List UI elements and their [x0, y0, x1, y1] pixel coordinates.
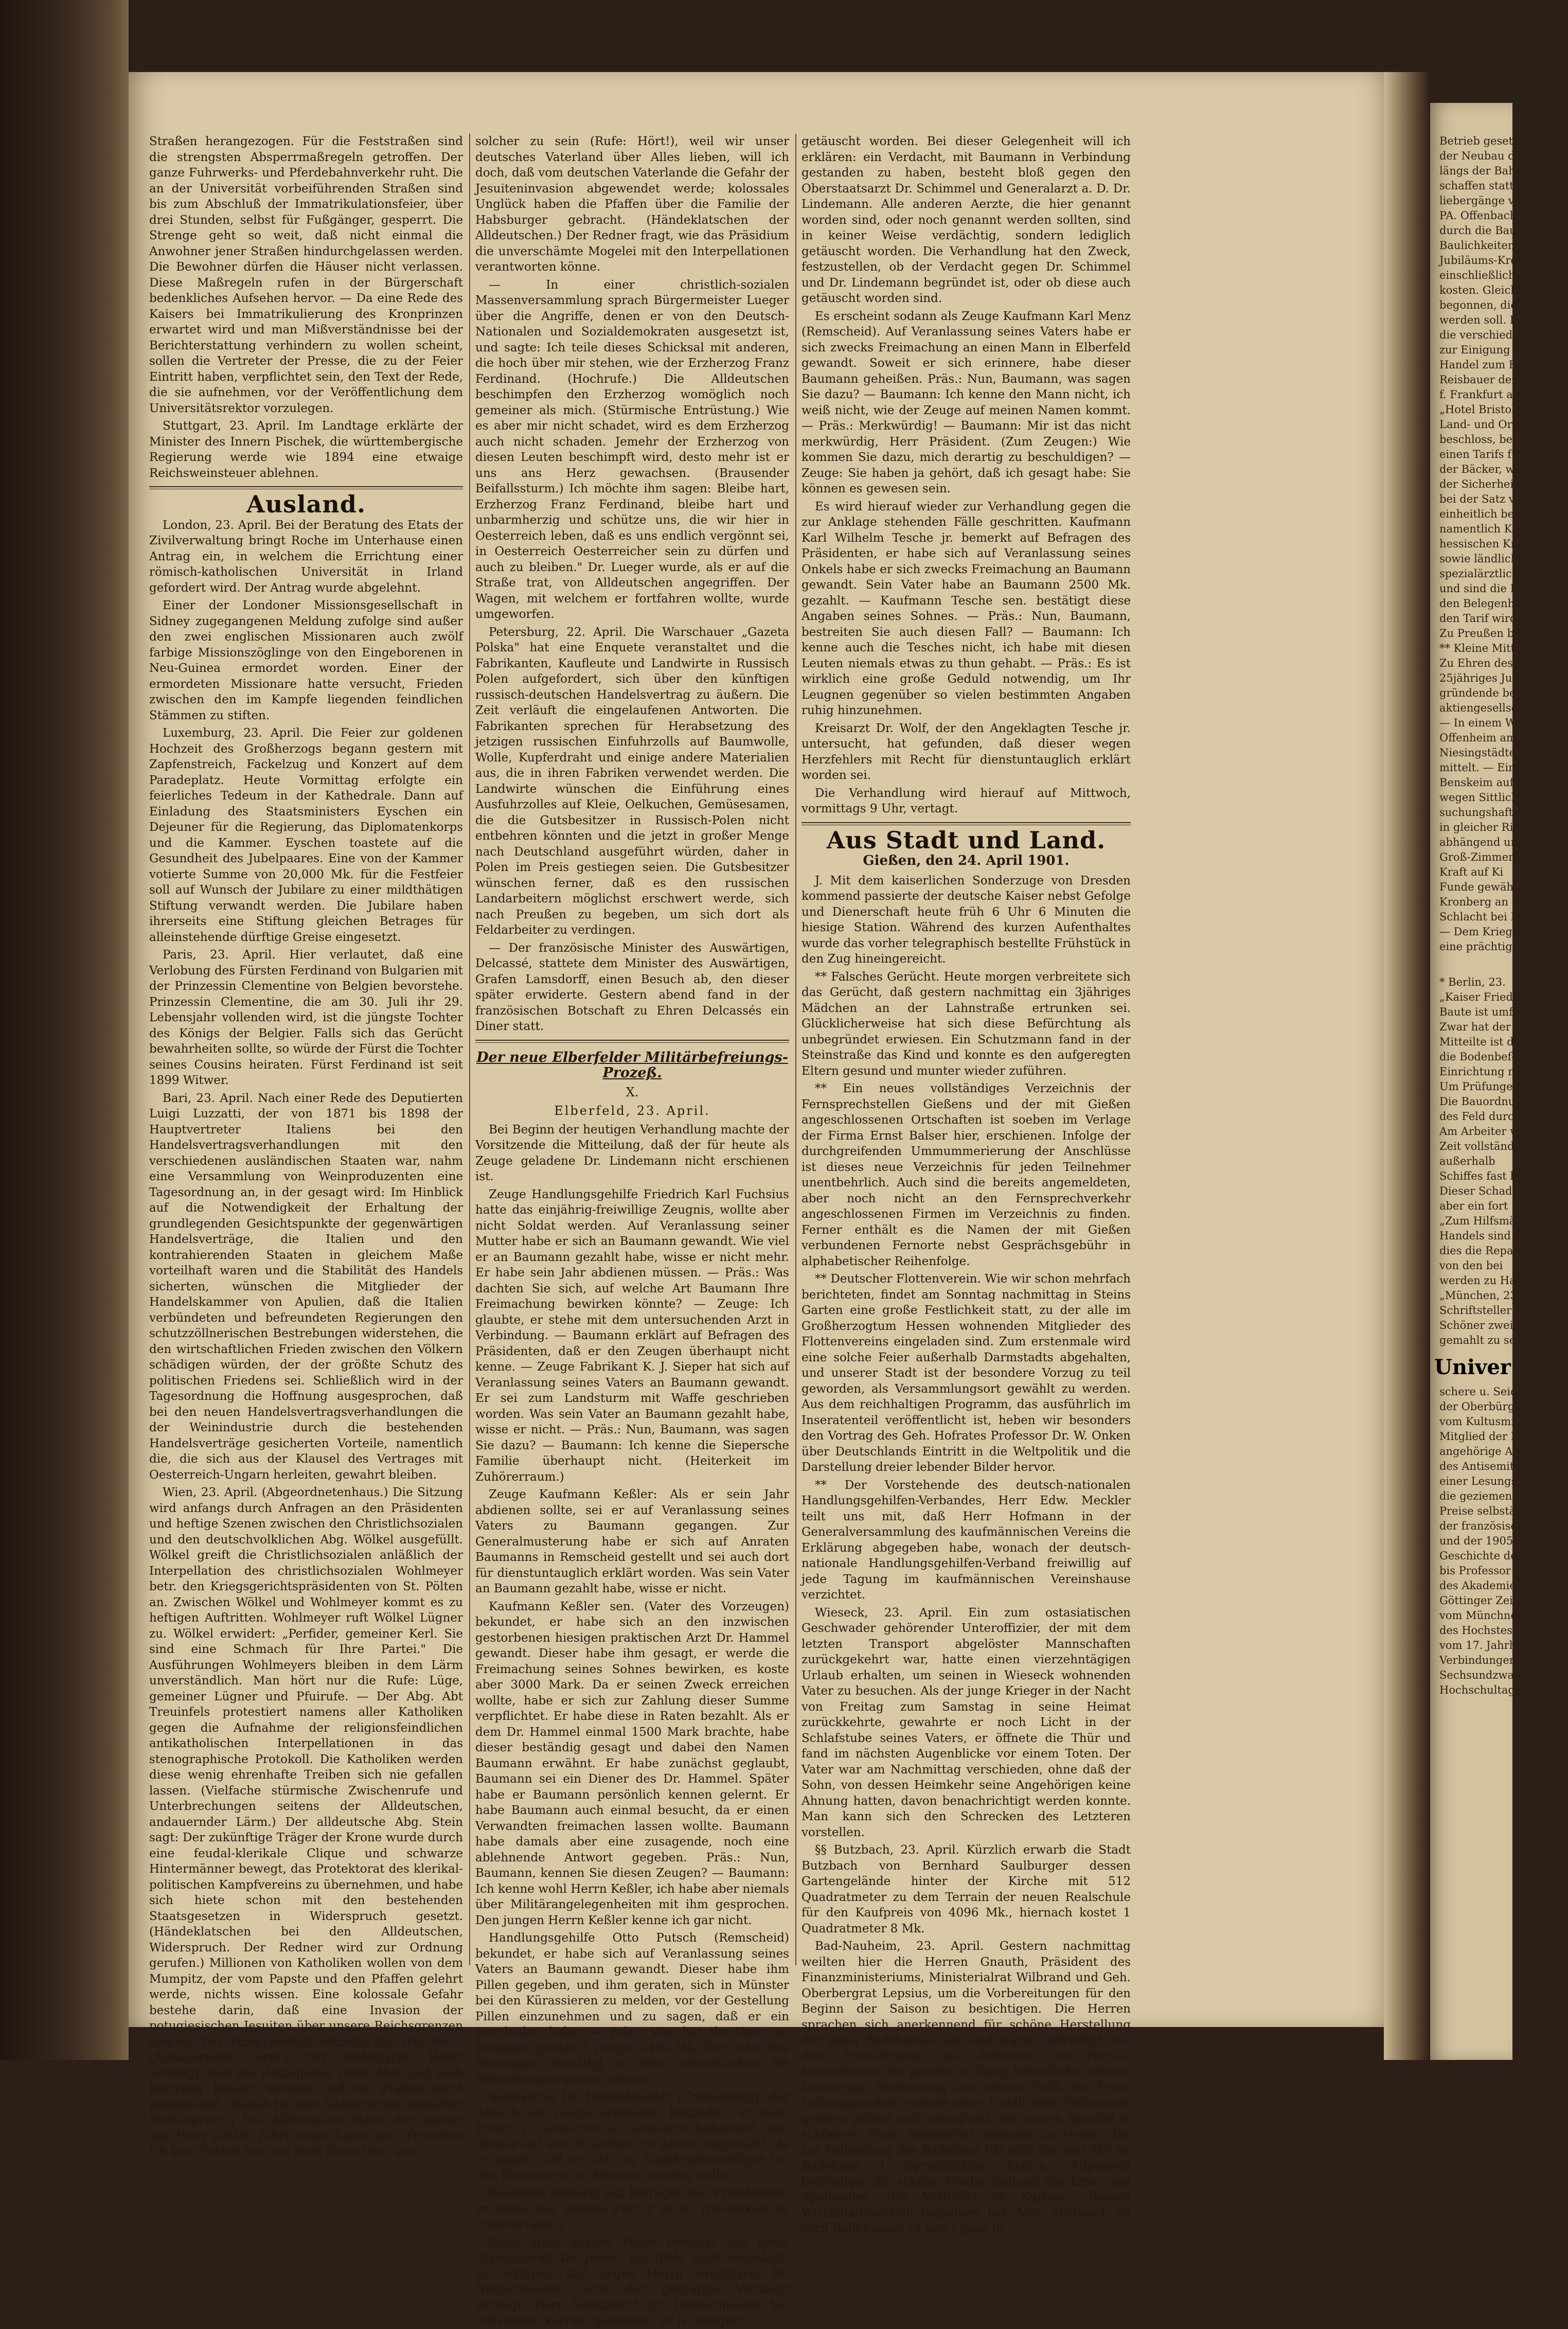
paragraph: §§ Butzbach, 23. April. Kürzlich erwarb die Stadt Butzbach von Bernhard Saulburger dessen Gartengelände hinter der Kirche mit 512 Quadratmeter zu dem Terrain der neuen Realschule für den Kaufpreis von 4096 Mk., hiernach kostet 1 Quadratmeter 8 Mk. — [801, 1843, 1131, 1935]
text-line: vom Kultusminist — [1439, 1415, 1535, 1428]
paragraph: Kaufmann Keßler sen. (Vater des Vorzeugen) bekundet, er habe sich an den inzwischen gestorbenen hiesigen praktischen Arzt Dr. Hammel gewandt. Dieser habe ihm gesagt, er werde die Freimachung seines Sohnes bewirken, es koste aber 3000 Mark. Da er seinen Zweck erreichen wollte, habe er sich zur Zahlung dieser Summe verpflichtet. Er habe diese in Raten bezahlt. Als er dem Dr. Hammel einmal 1500 Mark brachte, habe dieser beständig gesagt und dabei den Namen Baumann erwähnt. Er habe zunächst geglaubt, Baumann sei ein Diener des Dr. Hammel. Später habe er Baumann persönlich kennen gelernt. Er habe Baumann auch einmal besucht, da er einen Verwandten freimachen lassen wollte. Baumann habe damals aber eine zusagende, noch eine ablehnende Antwort gegeben. Präs.: Nun, Baumann, kennen Sie diesen Zeugen? — Baumann: Ich kenne wohl Herrn Keßler, ich habe aber niemals über Militärangelegenheiten mit ihm gesprochen. Den jungen Herrn Keßler kenne ich gar nicht. — [475, 1599, 789, 1927]
text-line: und sind die Lohn — [1439, 582, 1538, 595]
text-line: werden soll. Das — [1439, 314, 1530, 326]
paragraph: solcher zu sein (Rufe: Hört!), weil wir unser deutsches Vaterland über Alles lieben, will ich doch, daß vom deutschen Vaterlande die Gefahr der Jesuiteninvasion abgewendet werde; kolossales Unglück haben die Pfaffen über die Familie der Habsburger gebracht. (Händeklatschen der Alldeutschen.) Der Redner fragt, wie das Präsidium die unverschämte Mogelei mit den Interpellationen verantworten könne. — [475, 135, 789, 274]
text-line: Einrichtung noch — [1439, 1065, 1535, 1078]
text-line: schere u. Seidel — [1439, 1385, 1527, 1398]
text-line: Reisbauer der Rüsf. — [1439, 374, 1548, 386]
text-line: Baulichkeiten für das — [1439, 239, 1557, 252]
text-line: Jubiläums-Kreistur — [1439, 254, 1543, 266]
paragraph: Baumann bemerkt auf Befragen des Präsidenten, er kenne die Familie Putsch nicht. (Heiterkeit im Zuhörerraum.) — [475, 2186, 789, 2231]
text-line: bei der Satz von — [1439, 493, 1528, 505]
paragraph: Wieseck, 23. April. Ein zum ostasiatischen Geschwader gehörender Unteroffizier, der mit dem letzten Transport abgelöster Mannschaften zurückgekehrt war, hatte einen vierzehntägigen Urlaub erhalten, um seinen in Wieseck wohnenden Vater zu besuchen. Als der junge Krieger in der Nacht von Freitag zum Samstag in seine Heimat zurückkehrte, gewahrte er noch Licht in der Schlafstube seines Vaters, er öffnete die Thür und fand im nächsten Augenblicke vor einem Toten. Der Vater war am Nachmittag verschieden, ohne daß der Sohn, von dessen Heimkehr seine Angehörigen keine Ahnung hatten, davon benachrichtigt werden konnte. Man kann sich den Schrecken des Letzteren vorstellen. — [801, 1606, 1131, 1839]
divider — [801, 822, 1131, 825]
text-line: Niesingstädte abends — [1439, 746, 1558, 759]
text-line: Schiffes fast hinter — [1439, 1170, 1544, 1182]
text-line: Geschichte der — [1439, 1550, 1522, 1562]
text-line: Betrieb gesetzt. Die — [1439, 135, 1548, 147]
paragraph: Stuttgart, 23. April. Im Landtage erklärte der Minister des Innern Pischek, die württembergische Regierung werde wie 1894 eine etwaige Reichsweinsteuer ablehnen. — [149, 419, 463, 480]
text-line: PA. Offenbach, — [1439, 209, 1520, 222]
text-line: zur Einigung von — [1439, 344, 1534, 356]
text-line: Land- und Orts — [1439, 418, 1522, 431]
text-line: Handel zum Fahrpreise — [1439, 359, 1568, 371]
text-line: schaffen statt des B — [1439, 180, 1548, 192]
column-rule — [795, 134, 796, 1965]
paragraph: J. Mit dem kaiserlichen Sonderzuge von Dresden kommend passierte der deutsche Kaiser nebst Gefolge und Dienerschaft heute früh 6 Uhr 6 Minuten die hiesige Station. Während des kurzen Aufenthaltes wurde das vorher telegraphisch bestellte Frühstück in den Zug hineingereicht. — [801, 874, 1131, 966]
text-line: „Zum Hilfsmächtig — [1439, 1215, 1544, 1227]
text-line: Am Arbeiter w — [1439, 1125, 1520, 1137]
text-line: Mitglied der Reich — [1439, 1430, 1542, 1443]
text-line: 25jähriges Jubiläum — [1439, 672, 1550, 684]
text-line: einer Lesungsnoti — [1439, 1475, 1538, 1487]
text-line: von den bei — [1439, 1259, 1503, 1272]
paragraph: Nach einer kurzen Pause bemerkt der Erste Staatsanwalt Dr. Jonen: Ich fühle mich veranlaßt, zu erklären, daß gegen Herrn Sanitätsrat Dr. Holzschneider nicht der geringste Verdacht vorliegt. Herr Sanitätsrat Dr. Holzschneider hat vollständig korrekt gehandelt, er ist lediglich — [475, 2235, 789, 2327]
paragraph: Bari, 23. April. Nach einer Rede des Deputierten Luigi Luzzatti, der von 1871 bis 1898 der Hauptvertreter Italiens bei den Handelsvertragsverhandlungen mit den verschiedenen ausländischen Staaten war, nahm eine Versammlung von Weinproduzenten eine Tagesordnung an, in der gesagt wird: Im Hinblick auf die Notwendigkeit der Erhaltung der grundlegenden Gesichtspunkte der gegenwärtigen Handelsverträge, die Italien und den kontrahierenden Staaten in gleichem Maße vorteilhaft waren und die Stabilität des Handels sicherten, wünschen die Mitglieder der Handelskammer von Apulien, daß die Italien verbündeten und befreundeten Regierungen den schutzzöllnerischen Bestrebungen widerstehen, die den wirtschaftlichen Frieden zwischen den Völkern schädigen würden, der der größte Schutz des politischen Friedens sei. Schließlich wird in der Tagesordnung die Hoffnung ausgesprochen, daß bei den neuen Handelsvertragsverhandlungen die der Weinindustrie durch die bestehenden Handelsverträge gesicherten Vorteile, namentlich die, die sich aus der Klausel des Vertrages mit Oesterreich-Ungarn herleiten, gewahrt bleiben. — [149, 1091, 463, 1482]
text-line: hessischen Kreisämter — [1439, 538, 1564, 550]
paragraph: Luxemburg, 23. April. Die Feier zur goldenen Hochzeit des Großherzogs begann gestern mit Zapfenstreich, Fackelzug und Konzert auf dem Paradeplatz. Heute Vormittag erfolgte ein feierliches Tedeum in der Kathedrale. Dann auf Einladung des Staatsministers Eyschen ein Dejeuner für die Regierung, das Diplomatenkorps und die Kammer. Eyschen toastete auf die Gesundheit des Jubelpaares. Eine von der Kammer votierte Summe von 20,000 Mk. für die Festfeier soll auf Wunsch der Jubilare zu einer mildthätigen Stiftung verwandt werden. Die Jubilare haben ihrerseits eine Stiftung gleichen Betrages für alleinstehende dürftige Greise eingesetzt. — [149, 726, 463, 944]
column-rule — [469, 134, 470, 1965]
paragraph: Bei Beginn der heutigen Verhandlung machte der Vorsitzende die Mitteilung, daß der für heute als Zeuge geladene Dr. Lindemann nicht erschienen ist. — [475, 1123, 789, 1183]
text-line: vom Münchner St — [1439, 1609, 1538, 1622]
text-line: angehörige Aus — [1439, 1445, 1525, 1457]
text-line: den Tarif wird be — [1439, 612, 1534, 625]
facing-page-text-bottom — [1430, 1384, 1553, 1698]
text-line: gründende bei dürftig — [1439, 687, 1561, 699]
text-line: Zwar hat der Hinter — [1439, 1021, 1551, 1033]
text-line: aber ein fort — [1439, 1200, 1508, 1212]
local-dateline: Gießen, den 24. April 1901. — [863, 853, 1070, 868]
text-line: dies die Reparatu — [1439, 1244, 1537, 1257]
paragraph: ** Deutscher Flottenverein. Wie wir schon mehrfach berichteten, findet am Sonntag nachmittag in Steins Garten eine große Festlichkeit statt, zu der alle im Großherzogtum Hessen wohnenden Mitglieder des Flottenvereins eingeladen sind. Zum erstenmale wird eine solche Feier außerhalb Darmstadts abgehalten, und unserer Stadt ist der besondere Vorzug zu teil geworden, als Versammlungsort gewählt zu werden. Aus dem reichhaltigen Programm, das ausführlich im Inseratenteil veröffentlicht ist, heben wir besonders den Vortrag des Geh. Hofrates Professor Dr. W. Onken über Deutschlands Eintritt in die Weltpolitik und die Darstellung dreier lebender Bilder hervor. — [801, 1272, 1131, 1474]
text-line: in gleicher Richtung — [1439, 821, 1552, 833]
text-line: einen Tarifs für — [1439, 448, 1524, 460]
text-line: Zu Ehren des Bade — [1439, 657, 1544, 669]
text-line: die geziemende — [1439, 1490, 1526, 1502]
text-line: der Sicherheitsdienst — [1439, 478, 1557, 490]
text-line: namentlich Kreistat — [1439, 523, 1548, 535]
text-line: Groß-Zimmern. — [1439, 851, 1524, 863]
text-line: einschließlich der inn — [1439, 269, 1558, 281]
paragraph: Petersburg, 22. April. Die Warschauer „Gazeta Polska" hat eine Enquete veranstaltet und die Fabrikanten, Kaufleute und Landwirte in Russisch Polen aufgefordert, sich über den künftigen russisch-deutschen Handelsvertrag zu äußern. Die Zeit verläuft die eingelaufenen Antworten. Die Fabrikanten sprechen für Herabsetzung des jetzigen russischen Einfuhrzolls auf Baumwolle, Wolle, Kupferdraht und einige andere Materialien aus, die in ihren Fabriken verwendet werden. Die Landwirte wünschen die Einführung eines Ausfuhrzolles auf Kleie, Oelkuchen, Gemüsesamen, die die Gutsbesitzer in Russisch-Polen nicht entbehren könnten und die jetzt in großer Menge nach Deutschland ausgeführt würden, daher in Polen im Preis gestiegen seien. Die Gutsbesitzer wünschen ferner, daß es den russischen Landarbeitern möglichst erschwert werde, sich nach Preußen zu begeben, um sich dort als Feldarbeiter zu verdingen. — [475, 625, 789, 937]
text-line: Benskeim auf den — [1439, 776, 1538, 789]
text-line: einheitlich bei Stadt — [1439, 508, 1551, 520]
text-line: vom 17. Jahrhundert — [1439, 1639, 1553, 1651]
book-binding — [0, 0, 129, 2060]
text-line: „Hotel Bristol" eine — [1439, 403, 1547, 416]
text-line: Schriftsteller Dr. — [1439, 1304, 1531, 1317]
text-line: eine prächtige Fahn — [1439, 940, 1549, 953]
paragraph: ** Ein neues vollständiges Verzeichnis der Fernsprechstellen Gießens und der mit Gießen angeschlossenen Ortschaften ist soeben im Verlage der Firma Ernst Balser hier, erschienen. Infolge der durchgreifenden Ummummerierung der Anschlüsse ist dieses neue Verzeichnis für jeden Teilnehmer unentbehrlich. Auch sind die bereits angemeldeten, aber noch nicht an den Fernsprechverkehr angeschlossenen Firmen im Verzeichnis zu finden. Ferner enthält es die Namen der mit Gießen verbundenen Fernorte nebst Gesprächsgebühr in alphabetischer Reihenfolge. — [801, 1082, 1131, 1268]
text-line: Offenheim am — [1439, 732, 1517, 744]
feature-title: Der neue Elberfelder Militärbefreiungs-Prozeß. — [476, 1049, 788, 1081]
text-line: Schlacht bei Dieg a. b. — [1439, 911, 1563, 923]
text-line: — Dem Kriegerv — [1439, 926, 1530, 938]
feature-dateline: Elberfeld, 23. April. — [554, 1104, 710, 1118]
text-line: des Hochstes um — [1439, 1624, 1534, 1637]
paragraph: London, 23. April. Bei der Beratung des Etats der Zivilverwaltung bringt Roche im Unterhause einen Antrag ein, in welchem die Errichtung einer römisch-katholischen Universität in Irland gefordert wird. Der Antrag wurde abgelehnt. — [149, 518, 463, 595]
text-line: und der 1905 — [1439, 1535, 1513, 1547]
text-line: „München, 23. — [1439, 1289, 1521, 1302]
divider — [149, 486, 463, 489]
paragraph: Zeuge Handlungsgehilfe Friedrich Karl Fuchsius hatte das einjährig-freiwillige Zeugnis, wollte aber nicht Soldat werden. Auf Veranlassung seiner Mutter habe er sich an Baumann gewandt. Wie viel er an Baumann gezahlt habe, wisse er nicht mehr. Er habe sein Jahr abdienen müssen. — Präs.: Was dachten Sie sich, auf welche Art Baumann Ihre Freimachung bewirken könnte? — Zeuge: Ich glaubte, er stehe mit dem untersuchenden Arzt in Verbindung. — Baumann erklärt auf Befragen des Präsidenten, daß er den Zeugen überhaupt nicht kenne. — Zeuge Fabrikant K. J. Sieper hat sich auf Veranlassung seines Vaters an Baumann gewandt. Er sei zum Landsturm mit Waffe geschrieben worden. Was sein Vater an Baumann gezahlt habe, wisse er nicht. — Präs.: Nun, Baumann, was sagen Sie dazu? — Baumann: Ich kenne die Siepersche Familie überhaupt nicht. (Heiterkeit im Zuhörerraum.) — [475, 1187, 789, 1484]
col1-articles — [149, 518, 463, 2160]
text-line: Preise selbständig — [1439, 1505, 1540, 1517]
text-line: f. Frankfurt a. — [1439, 388, 1517, 401]
paragraph: Handlungsgehilfe Otto Putsch (Remscheid) bekundet, er habe sich auf Veranlassung seines Vaters an Baumann gewandt. Dieser habe ihm Pillen gegeben, und ihm geraten, sich in Münster bei den Kürassieren zu melden, vor der Gestellung Pillen einzunehmen und zu sagen, daß er ein Herzleiden habe. — Präs.: Was hat Ihr Vater an Baumann gezahlt? Zeuge: 2400 Mk. Der Vater des Vorzeugen bestätigt in allen wesentlichen die Bekundungen seines Sohnes. — [475, 1931, 789, 2086]
text-line: Mitteilte ist dieselbe — [1439, 1036, 1553, 1048]
facing-page-heading: Univer — [1434, 1355, 1511, 1379]
col1-intro — [149, 134, 463, 481]
text-line: außerhalb — [1439, 1155, 1495, 1167]
col3-articles — [801, 134, 1131, 817]
text-line: längs der Bahnhofs — [1439, 165, 1545, 177]
text-line: der französischen — [1439, 1520, 1537, 1532]
paragraph: Kreisarzt Dr. Wolf, der den Angeklagten Tesche jr. untersucht, hat gefunden, daß dieser wegen Herzfehlers mit Recht für dienstuntauglich erklärt worden sei. — [801, 721, 1131, 782]
facing-page — [1430, 103, 1568, 2060]
text-line: Baute ist umfangreich — [1439, 1006, 1561, 1018]
text-line: die verschiedenen F — [1439, 329, 1551, 341]
text-line: Schöner zwei — [1439, 1319, 1513, 1331]
paragraph: ** Falsches Gerücht. Heute morgen verbreitete sich das Gerücht, daß gestern nachmittag ein 3jähriges Mädchen an der Lahnstraße ertrunken sei. Glücklicherweise hat sich diese Befürchtung als unbegründet erwiesen. Ein Schutzmann fand in der Steinstraße das Kind und konnte es den aufgeregten Eltern gesund und munter wieder zuführen. — [801, 970, 1131, 1078]
text-line: Funde gewählt. — [1439, 881, 1525, 893]
text-line: beschloss, bei den — [1439, 433, 1540, 446]
paragraph: — In einer christlich-sozialen Massenversammlung sprach Bürgermeister Lueger über die Angriffe, denen er von den Deutsch-Nationalen und Sozialdemokraten ausgesetzt ist, und sagte: Ich teile dieses Schicksal mit anderen, die hoch über mir stehen, wie der Erzherzog Franz Ferdinand. (Hochrufe.) Die Alldeutschen beschimpfen den Erzherzog womöglich noch gemeiner als mich. (Stürmische Entrüstung.) Wie es aber mir nicht schadet, wird es dem Erzherzog auch nicht schaden. Jemehr der Erzherzog von diesen Leuten beschimpft wird, desto mehr ist er uns ans Herz gewachsen. (Brausender Beifallssturm.) Ich möchte ihm sagen: Bleibe hart, Erzherzog Franz Ferdinand, bleibe hart und unbarmherzig und schütze uns, die wir hier in Oesterreich leben, daß es uns endlich vergönnt sei, in Oesterreich Oesterreicher sein zu dürfen und auch zu bleiben." Dr. Lueger wurde, als er auf die Straße trat, von Alldeutschen angegriffen. Der Wagen, mit welchem er fortfahren wollte, wurde umgeworfen. — [475, 278, 789, 621]
text-line: begonnen, die in de — [1439, 299, 1548, 311]
column-3 — [801, 134, 1131, 2235]
text-line: aktiengesellschaft eine — [1439, 702, 1566, 714]
text-line: Hochschultages — [1439, 1684, 1527, 1696]
paragraph: Zeuge Kaufmann Keßler: Als er sein Jahr abdienen sollte, sei er auf Veranlassung seines Vaters zu Baumann gegangen. Zur Generalmusterung habe er sich auf Anraten Baumanns in Remscheid gestellt und sei auch dort für dienstuntauglich erklärt worden. Was sein Vater an Baumann gezahlt habe, wisse er nicht. — [475, 1488, 789, 1595]
column-2 — [475, 134, 789, 2327]
text-line: Sechsundzwanzig — [1439, 1669, 1537, 1681]
facing-page-text-top — [1430, 134, 1568, 954]
feature-body — [475, 1122, 789, 2329]
text-line: der Neubau der Bi — [1439, 150, 1541, 162]
text-line: des Akademie in — [1439, 1579, 1530, 1592]
text-line: Handels sind zu — [1439, 1230, 1527, 1242]
text-line: * Berlin, 23. — [1439, 976, 1506, 988]
text-line: der Oberbürgerm — [1439, 1400, 1537, 1413]
text-line: sowie ländlichen Tarifs — [1439, 553, 1565, 565]
text-line: Zeit vollständig ba — [1439, 1140, 1542, 1152]
text-line: abhängend und Gen — [1439, 836, 1550, 848]
text-line: mittelt. — Einem — [1439, 761, 1533, 774]
paragraph: getäuscht worden. Bei dieser Gelegenheit will ich erklären: ein Verdacht, mit Baumann in Verbindung gestanden zu haben, besteht bloß gegen den Oberstaatsarzt Dr. Schimmel und Generalarzt a. D. Dr. Lindemann. Alle anderen Aerzte, die hier genannt worden sind, oder noch genannt werden sollten, sind in keiner Weise verdächtig, sondern lediglich getäuscht worden. Die Verhandlung hat den Zweck, festzustellen, ob der Verdacht gegen Dr. Schimmel und Dr. Lindemann begründet ist, oder ob diese auch getäuscht worden sind. — [801, 135, 1131, 305]
divider — [475, 1040, 789, 1043]
paragraph: ** Der Vorstehende des deutsch-nationalen Handlungsgehilfen-Verbandes, Herr Edw. Meckler teilt uns mit, daß Herr Hofmann in der Generalversammlung des kaufmännischen Vereins die Erklärung abgegeben habe, wonach der deutsch-nationale Handlungsgehilfen-Verband freiwillig auf jede Tagung im kaufmännischen Vereinshause verzichtet. — [801, 1478, 1131, 1602]
text-line: kosten. Gleichzeitig — [1439, 284, 1548, 296]
section-heading-ausland: Ausland. — [246, 490, 366, 518]
text-line: werden zu Haar — [1439, 1274, 1528, 1287]
facing-page-text-mid — [1430, 975, 1561, 1348]
text-line: Göttinger Zeitgenos — [1439, 1594, 1550, 1607]
col2-articles — [475, 134, 789, 1035]
section-heading-stadt-land: Aus Stadt und Land. — [826, 826, 1106, 854]
text-line: Dieser Schaden ist — [1439, 1185, 1543, 1197]
text-line: liebergänge von — [1439, 194, 1528, 207]
column-1 — [149, 134, 463, 2158]
text-line: Kronberg an der — [1439, 896, 1530, 908]
text-line: gemahlt zu sehe — [1439, 1334, 1529, 1346]
paragraph: Einer der Londoner Missionsgesellschaft in Sidney zugegangenen Meldung zufolge sind außer den zwei englischen Missionaren auch zwölf farbige Missionszöglinge von den Eingeborenen in Neu-Guinea ermordet worden. Einer der ermordeten Missionare hatte versucht, Frieden zwischen den im Kampfe liegenden feindlichen Stämmen zu stiften. — [149, 599, 463, 722]
text-line: Zu Preußen betragt — [1439, 627, 1548, 639]
paragraph: Es wird hierauf wieder zur Verhandlung gegen die zur Anklage stehenden Fälle geschritten. Kaufmann Karl Wilhelm Tesche jr. bemerkt auf Befragen des Präsidenten, er habe sich auf Veranlassung seines Onkels habe er sich zwecks Freimachung an Baumann gewandt. Sein Vater habe an Baumann 2500 Mk. gezahlt. — Kaufmann Tesche sen. bestätigt diese Angaben seines Sohnes. — Präs.: Nun, Baumann, bestreiten Sie auch diesen Fall? — Baumann: Ich kenne auch die Tesches nicht, ich habe mit diesen Leuten niemals etwas zu thun gehabt. — Präs.: Es ist wirklich eine große Geduld notwendig, um Ihr Leugnen gegenüber so vielen bestimmten Angaben ruhig hinzunehmen. — [801, 500, 1131, 717]
text-line: wegen Sittlichkeitsver — [1439, 791, 1562, 804]
text-line: bis Professor — [1439, 1564, 1511, 1577]
text-line: des Antisemiten — [1439, 1460, 1528, 1472]
text-line: den Belegenheiten der — [1439, 597, 1564, 610]
text-line: Die Bauordnung an — [1439, 1095, 1546, 1108]
page-gutter — [1384, 72, 1430, 2060]
text-line: ** Kleine Mittei — [1439, 642, 1525, 654]
paragraph: Straßen herangezogen. Für die Feststraßen sind die strengsten Absperrmaßregeln getroffen. Der ganze Fuhrwerks- und Pferdebahnverkehr ruht. Die an der Universität vorbeiführenden Straßen sind bis zum Abschluß der Immatrikulationsfeier, über drei Stunden, selbst für Fußgänger, gesperrt. Die Strenge geht so weit, daß nicht einmal die Anwohner jener Straßen hindurchgelassen werden. Die Bewohner dürfen die Häuser nicht verlassen. Diese Maßregeln rufen in der Bürgerschaft bedenkliches Aufsehen hervor. — Da eine Rede des Kaisers bei Immatrikulierung des Kronprinzen erwartet wird und man Mißverständnisse bei der Berichterstattung verhindern zu wollen scheint, sollen die Vertreter der Presse, die zu der Feier Eintritt haben, verpflichtet sein, den Text der Rede, die sie aufnehmen, vor der Veröffentlichung dem Universitätsrektor vorzulegen. — [149, 135, 463, 415]
text-line: „Kaiser Friedri — [1439, 991, 1522, 1003]
text-line: Verbindungen — [1439, 1654, 1517, 1666]
text-line: spezialärztliche Orts — [1439, 567, 1553, 580]
text-line: Um Prüfungen zu — [1439, 1080, 1536, 1093]
paragraph: Sanitätsrat Dr. Holzschneider (Cronenberg), der danach als Zeuge erscheint, bekundet, er habe Putsch jr. seinerzeit an Gelbsucht behandelt, und diesem auf sein Ersuchen ein Attest ausgestellt, da er angab, daß er sich als Einjährigfreiwilliger bei den Kürassieren in Münster melden wolle. — [475, 2090, 789, 2182]
text-line: Kraft auf Ki — [1439, 866, 1504, 878]
local-news — [801, 873, 1131, 2237]
paragraph: Paris, 23. April. Hier verlautet, daß eine Verlobung des Fürsten Ferdinand von Bulgarien mit der Prinzessin Clementine von Belgien bevorstehe. Prinzessin Clementine, die am 30. Juli ihr 29. Lebensjahr vollenden wird, ist die jüngste Tochter des Königs der Belgier. Falls sich das Gerücht bewahrheiten sollte, so würde der Fürst die Tochter seines Cousins heiraten. Fürst Ferdinand ist seit 1899 Witwer. — [149, 948, 463, 1087]
text-line: des Feld durch ve — [1439, 1110, 1537, 1123]
text-line: — In einem W — [1439, 717, 1517, 729]
paragraph: Die Verhandlung wird hierauf auf Mittwoch, vormittags 9 Uhr, vertagt. — [801, 786, 1131, 815]
paragraph: Bad-Nauheim, 23. April. Gestern nachmittag weilten hier die Herren Gnauth, Präsident des Finanzministeriums, Ministerialrat Wilbrand und Geh. Oberbergrat Lepsius, um die Vorbereitungen für den Beginn der Saison zu besichtigen. Die Herren sprachen sich anerkennend für schöne Herstellung der alten Badehäuser aus und waren befriedigt von dem Fortschreiten der Arbeiten. Die Herren bewunderten die gerade im Gang befindliche äußerst schwierige Neufassung des oberen Teils des Ernst Ludwigsprudels, welche ohne Unfall dem Tiefbauamt gestern gelang und ermöglicht, den neuen Sprudel in schönerer Form demnächst springen zu lassen. Bis zur Vollendung des Badehaus VII wird Sprudel XIV im Badehaus I Sprudelbäder liefern. Allgemein befriedigte die schöne Neuherstellung des Lese- und Spielsaales, des Vestibüls im Kurhaus, dessen Wirtschaftsbetrieb begonnen hat. Vom Mittwoch an wird Badehauses VI und I ganz in — [801, 1940, 1131, 2235]
text-line: die Bodenbefestigun — [1439, 1051, 1553, 1063]
paragraph: Wien, 23. April. (Abgeordnetenhaus.) Die Sitzung wird anfangs durch Anfragen an den Präsidenten und heftige Szenen zwischen den Christlichsozialen und den deutschvolklichen Abg. Wölkel ausgefüllt. Wölkel greift die Christlichsozialen anläßlich der Interpellation des christlichsozialen Wohlmeyer betr. den Kriegsgerichtspräsidenten von St. Pölten an. Zwischen Wölkel und Wohlmeyer kommt es zu heftigen Auftritten. Wohlmeyer ruft Wölkel Lügner zu. Wölkel erwidert: „Perfider, gemeiner Kerl. Sie sind eine Schmach für Ihre Partei." Die Ausführungen Wohlmeyers bleiben in dem Lärm unverständlich. Man hört nur die Rufe: Lüge, gemeiner Lügner und Pfuirufe. — Der Abg. Abt Treuinfels protestiert namens aller Katholiken gegen die Aufnahme der religionsfeindlichen antikatholischen Interpellationen in das stenographische Protokoll. Die Katholiken werden diese wenig ehrenhafte Treiben sich nie gefallen lassen. (Vielfache stürmische Zwischenrufe und Unterbrechungen seitens der Alldeutschen, andauernder Lärm.) Der alldeutsche Abg. Stein sagt: Der zukünftige Träger der Krone wurde durch eine feudal-klerikale Clique und schwarze Hintermänner bewegt, das Protektorat des klerikal-politischen Kampfvereins zu übernehmen, und habe sich hiete schon mit den bestehenden Staatsgesetzen in Widerspruch gesetzt. (Händeklatschen bei den Alldeutschen, Widerspruch. Der Redner wird zur Ordnung gerufen.) Millionen von Katholiken wollen von dem Mumpitz, der vom Papste und den Pfaffen gelehrt werde, nichts wissen. Eine kolossale Gefahr bestehe darin, daß eine Invasion der potugiesischen Jesuiten über unsere Reichsgrenzen kommt. Der Vizepräsident entzieht ihm das Wort. (Andauernder Lärm.) Der Alldeutsche Hofer verlangt, daß die Hetzapostel Pater Abel und Kolb bestrafer belehrt werden, daß die Pfaffen nicht immun sind. (Beifall bei den Alldeutschen, lebhafter Widerspruch.) Der Alldeutsche Stein, der wieder das Wort erhält, führt unter Lärm aus: Trotzdem ich kein Patriot bin und stolz darauf bin, kein — [149, 1486, 463, 2158]
text-line: suchungshaft genomm — [1439, 806, 1564, 819]
paragraph: — Der französische Minister des Auswärtigen, Delcassé, stattete dem Minister des Auswärtigen, Grafen Lamsdorff, einen Besuch ab, den dieser später erwiderte. Gestern abend fand in der französischen Botschaft zu Ehren Delcassés ein Diner statt. — [475, 941, 789, 1033]
text-line: der Bäcker, welche in — [1439, 463, 1558, 475]
paragraph: Es erscheint sodann als Zeuge Kaufmann Karl Menz (Remscheid). Auf Veranlassung seines Vaters habe er sich zwecks Freimachung an einen Mann in Elberfeld gewandt. Soweit er sich erinnere, habe dieser Baumann geheißen. Präs.: Nun, Baumann, was sagen Sie dazu? — Baumann: Ich kenne den Mann nicht, ich weiß nicht, wie der Zeuge auf meinen Namen kommt. — Präs.: Merkwürdig! — Baumann: Mir ist das nicht merkwürdig, Herr Präsident. (Zum Zeugen:) Wie kommen Sie dazu, mich derartig zu beschuldigen? — Zeuge: Sie haben ja gehört, daß ich gesagt habe: Sie können es gewesen sein. — [801, 309, 1131, 495]
text-line: durch die Baufirma — [1439, 224, 1546, 237]
feature-number: X. — [626, 1085, 639, 1099]
